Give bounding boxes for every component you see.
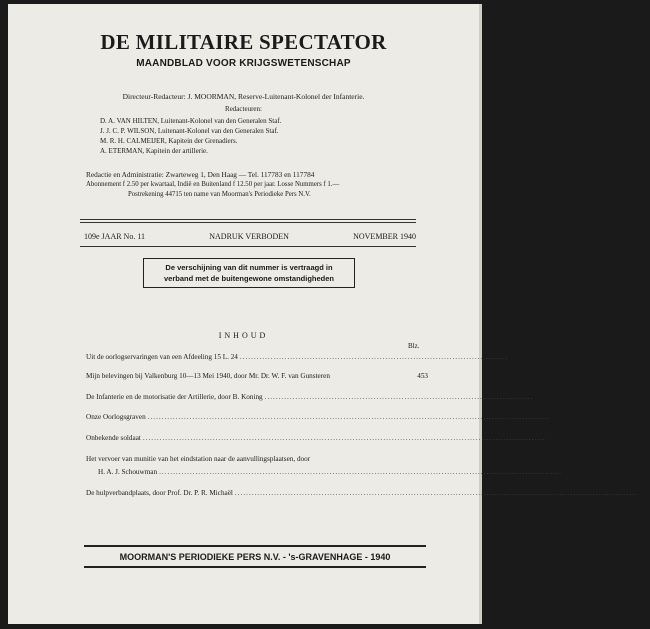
toc-entry-title: De Infanterie en de motorisatie der Artillerie, door B. Koning [86, 393, 263, 401]
divider [80, 219, 416, 220]
toc-entry-title: Mijn belevingen bij Valkenburg 10—13 Mei 1940, door Mr. Dr. W. F. van Gunsteren [86, 372, 330, 380]
issue-info-row [84, 232, 416, 241]
divider [80, 246, 416, 247]
toc-entry-title: Onbekende soldaat [86, 434, 141, 442]
toc-entry-page: 471 [547, 434, 559, 442]
editors-list [100, 116, 281, 156]
toc-entry-title: De hulpverbandplaats, door Prof. Dr. P. R. Michaël [86, 489, 233, 497]
toc-entry: Onze Oorlogsgraven ................................................................................................................................................ 466 [86, 413, 564, 421]
toc-entry-page: 472 [563, 468, 575, 476]
toc-entry-page: 466 [552, 413, 564, 421]
toc-entry [86, 372, 428, 380]
toc-entry-page: 453 [417, 372, 428, 380]
toc-entry: H. A. J. Schouwman ................................................................................................................................................ 472 [98, 468, 575, 476]
toc-entry: Uit de oorlogservaringen van een Afdeeling 15 L. 24 ................................................................................................ 446 [86, 353, 522, 361]
magazine-cover-page [8, 4, 650, 624]
notice-line: De verschijning van dit nummer is vertraagd in [165, 263, 333, 272]
editor-entry: D. A. VAN HILTEN, Luitenant-Kolonel van den Generalen Staf. [100, 117, 282, 125]
toc-entry-page: 481 [639, 489, 650, 497]
magazine-title: DE MILITAIRE SPECTATOR [100, 30, 387, 54]
toc-entry: De hulpverbandplaats, door Prof. Dr. P. R. Michaël ................................................................................................................................................ 481 [86, 489, 650, 497]
toc-entry: De Infanterie en de motorisatie der Artillerie, door B. Koning ................................................................................................ 456 [86, 393, 546, 401]
director-line: Directeur-Redacteur: J. MOORMAN, Reserve-Luitenant-Kolonel der Infanterie. [122, 92, 365, 101]
postal-account: Postrekening 44715 ten name van Moorman's Periodieke Pers N.V. [128, 191, 311, 198]
toc-entry-page: 456 [535, 393, 546, 401]
toc-entry-title: Onze Oorlogsgraven [86, 413, 146, 421]
divider [84, 566, 426, 568]
administration-block [86, 170, 426, 200]
divider [80, 222, 416, 223]
toc-entry-author: H. A. J. Schouwman [98, 468, 158, 476]
toc-entry-title: Het vervoer van munitie van het eindstation naar de aanvullingsplaatsen, door [86, 455, 311, 463]
toc-entry-title: Uit de oorlogservaringen van een Afdeeling 15 L. 24 [86, 353, 238, 361]
reprint-notice: NADRUK VERBODEN [209, 232, 289, 241]
toc-entry: Onbekende soldaat ................................................................................................................................................ 471 [86, 434, 559, 442]
editor-entry: M. R. H. CALMEIJER, Kapitein der Grenadiers. [100, 137, 238, 145]
notice-line: verband met de buitengewone omstandigheden [163, 274, 335, 283]
issue-date: NOVEMBER 1940 [353, 232, 416, 241]
contents-heading: INHOUD [218, 331, 269, 340]
delay-notice-box [143, 258, 355, 288]
divider [84, 545, 426, 547]
publisher-footer: MOORMAN'S PERIODIEKE PERS N.V. - 's-GRAVENHAGE - 1940 [119, 552, 391, 562]
editor-entry: J. J. C. P. WILSON, Luitenant-Kolonel van den Generalen Staf. [100, 127, 279, 135]
administration-address: Redactie en Administratie: Zwarteweg 1, Den Haag — Tel. 117783 en 117784 [86, 170, 315, 179]
editors-heading: Redacteuren: [225, 105, 262, 113]
toc-entry-page: 446 [510, 353, 522, 361]
editor-entry: A. ETERMAN, Kapitein der artillerie. [100, 147, 208, 155]
subscription-info: Abonnement f 2.50 per kwartaal, Indië en Buitenland f 12.50 per jaar. Losse Nummers f 1.— [86, 181, 340, 188]
magazine-subtitle: MAANDBLAD VOOR KRIJGSWETENSCHAP [136, 58, 351, 69]
page-column-label: Blz. [408, 342, 420, 350]
issue-volume: 109e JAAR No. 11 [84, 232, 146, 241]
